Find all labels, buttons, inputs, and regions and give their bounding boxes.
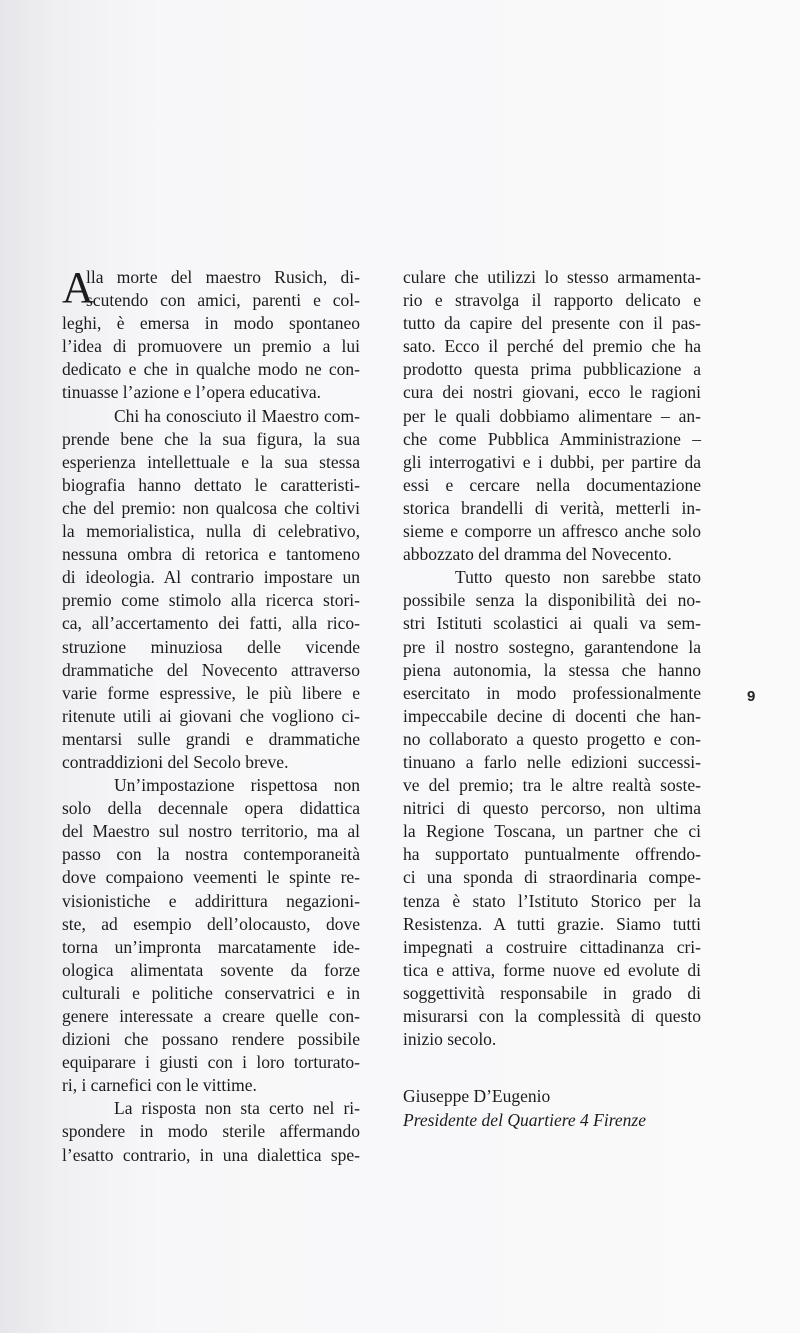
text-line: visionistiche e addirittura negazioni- xyxy=(62,890,360,911)
text-line: prende bene che la sua figura, la sua xyxy=(62,428,360,449)
text-line: tenza è stato l’Istituto Storico per la xyxy=(403,890,701,911)
text-line: prodotto questa prima pubblicazione a xyxy=(403,359,701,380)
text-line: culare che utilizzi lo stesso armamenta- xyxy=(403,267,701,287)
text-line: Tutto questo non sarebbe stato xyxy=(455,567,701,588)
text-line: tica e attiva, forme nuove ed evolute di xyxy=(403,959,701,980)
text-line: struzione minuziosa delle vicende xyxy=(62,636,360,657)
text-line: La risposta non sta certo nel ri- xyxy=(114,1098,360,1119)
text-line: Chi ha conosciuto il Maestro com- xyxy=(114,405,360,426)
signature-name: Giuseppe D’Eugenio xyxy=(403,1086,551,1106)
text-line: l’idea di promuovere un premio a lui xyxy=(62,336,360,357)
text-line: impegnati a costruire cittadinanza cri- xyxy=(403,936,701,957)
text-line: pre il nostro sostegno, garantendone la xyxy=(403,636,701,657)
left-column xyxy=(62,263,360,1167)
text-line: la memorialistica, nulla di celebrativo, xyxy=(62,521,360,542)
text-line: Un’impostazione rispettosa non xyxy=(114,775,360,796)
text-line: sato. Ecco il perché del premio che ha xyxy=(403,336,701,357)
text-line: tinuasse l’azione e l’opera educativa. xyxy=(62,382,321,403)
text-line: mentarsi sulle grandi e drammatiche xyxy=(62,728,360,749)
text-line: ri, i carnefici con le vittime. xyxy=(62,1075,257,1096)
text-line: premio come stimolo alla ricerca stori- xyxy=(62,590,360,611)
text-line: essi e cercare nella documentazione xyxy=(403,474,701,495)
text-line: ologica alimentata sovente da forze xyxy=(62,959,360,980)
text-line: sieme e comporre un affresco anche solo xyxy=(403,521,701,542)
text-line: equiparare i giusti con i loro torturato- xyxy=(62,1052,360,1073)
right-column-text xyxy=(403,266,701,1051)
text-line: ve del premio; tra le altre realtà soste- xyxy=(403,775,701,796)
right-column xyxy=(403,266,701,1051)
drop-cap: A xyxy=(62,263,94,312)
text-line: ste, ad esempio dell’olocausto, dove xyxy=(62,913,360,934)
text-line: biografia hanno dettato le caratteristi- xyxy=(62,474,360,495)
text-line: piena autonomia, la stessa che hanno xyxy=(403,659,701,680)
page-number: 9 xyxy=(747,688,756,705)
text-line: l’esatto contrario, in una dialettica spe- xyxy=(62,1144,360,1165)
text-line: leghi, è emersa in modo spontaneo xyxy=(62,313,360,334)
text-line: dove compaiono veementi le spinte re- xyxy=(62,867,360,888)
text-line: misurarsi con la complessità di questo xyxy=(403,1006,701,1026)
text-line: ca, all’accertamento dei fatti, alla rico- xyxy=(62,613,360,634)
text-line: possibile senza la disponibilità dei no- xyxy=(403,590,701,611)
text-line: stri Istituti scolastici ai quali va sem- xyxy=(403,613,701,634)
text-line: del Maestro sul nostro territorio, ma al xyxy=(62,821,360,842)
text-line: passo con la nostra contemporaneità xyxy=(62,844,360,865)
text-line: soggettività responsabile in grado di xyxy=(403,982,701,1003)
text-line: abbozzato del dramma del Novecento. xyxy=(403,544,672,565)
text-line: cura dei nostri giovani, ecco le ragioni xyxy=(403,382,701,403)
text-line: tutto da capire del presente con il pas- xyxy=(403,313,701,334)
text-line: contraddizioni del Secolo breve. xyxy=(62,751,289,772)
signature-title: Presidente del Quartiere 4 Firenze xyxy=(403,1109,646,1130)
text-line: gli interrogativi e i dubbi, per partire da xyxy=(403,451,701,472)
text-line: culturali e politiche conservatrici e in xyxy=(62,982,360,1003)
text-line: rio e stravolga il rapporto delicato e xyxy=(403,290,701,311)
text-line: solo della decennale opera didattica xyxy=(62,798,360,819)
text-line: esercitato in modo professionalmente xyxy=(403,682,701,703)
text-line: nitrici di questo percorso, non ultima xyxy=(403,798,701,819)
text-line: ha supportato puntualmente offrendo- xyxy=(403,844,701,865)
text-line: tinuano a farlo nelle edizioni successi- xyxy=(403,751,701,772)
text-line: lla morte del maestro Rusich, di- xyxy=(86,267,360,287)
text-line: nessuna ombra di retorica e tantomeno xyxy=(62,544,360,565)
text-line: spondere in modo sterile affermando xyxy=(62,1121,360,1142)
text-line: impeccabile decine di docenti che han- xyxy=(403,705,701,726)
text-line: che come Pubblica Amministrazione – xyxy=(403,428,701,449)
text-line: ci una sponda di straordinaria compe- xyxy=(403,867,701,888)
text-line: no collaborato a questo progetto e con- xyxy=(403,728,701,749)
text-line: per le quali dobbiamo alimentare – an- xyxy=(403,405,701,426)
text-line: esperienza intellettuale e la sua stessa xyxy=(62,451,360,472)
text-line: ritenute utili ai giovani che vogliono ci- xyxy=(62,705,360,726)
text-line: varie forme espressive, le più libere e xyxy=(62,682,360,703)
text-line: che del premio: non qualcosa che coltivi xyxy=(62,497,360,518)
text-line: Resistenza. A tutti grazie. Siamo tutti xyxy=(403,913,701,934)
text-line: genere interessate a creare quelle con- xyxy=(62,1006,360,1026)
left-column-text xyxy=(62,263,360,1167)
signature-block xyxy=(403,1085,723,1132)
text-line: torna un’impronta marcatamente ide- xyxy=(62,936,360,957)
text-line: la Regione Toscana, un partner che ci xyxy=(403,821,701,842)
text-line: inizio secolo. xyxy=(403,1029,497,1050)
text-line: dedicato e che in qualche modo ne con- xyxy=(62,359,360,380)
text-line: storica brandelli di verità, metterli in- xyxy=(403,497,701,518)
text-line: drammatiche del Novecento attraverso xyxy=(62,659,360,680)
text-line: scutendo con amici, parenti e col- xyxy=(86,290,360,311)
text-line: di ideologia. Al contrario impostare un xyxy=(62,567,360,588)
text-line: dizioni che possano rendere possibile xyxy=(62,1029,360,1050)
